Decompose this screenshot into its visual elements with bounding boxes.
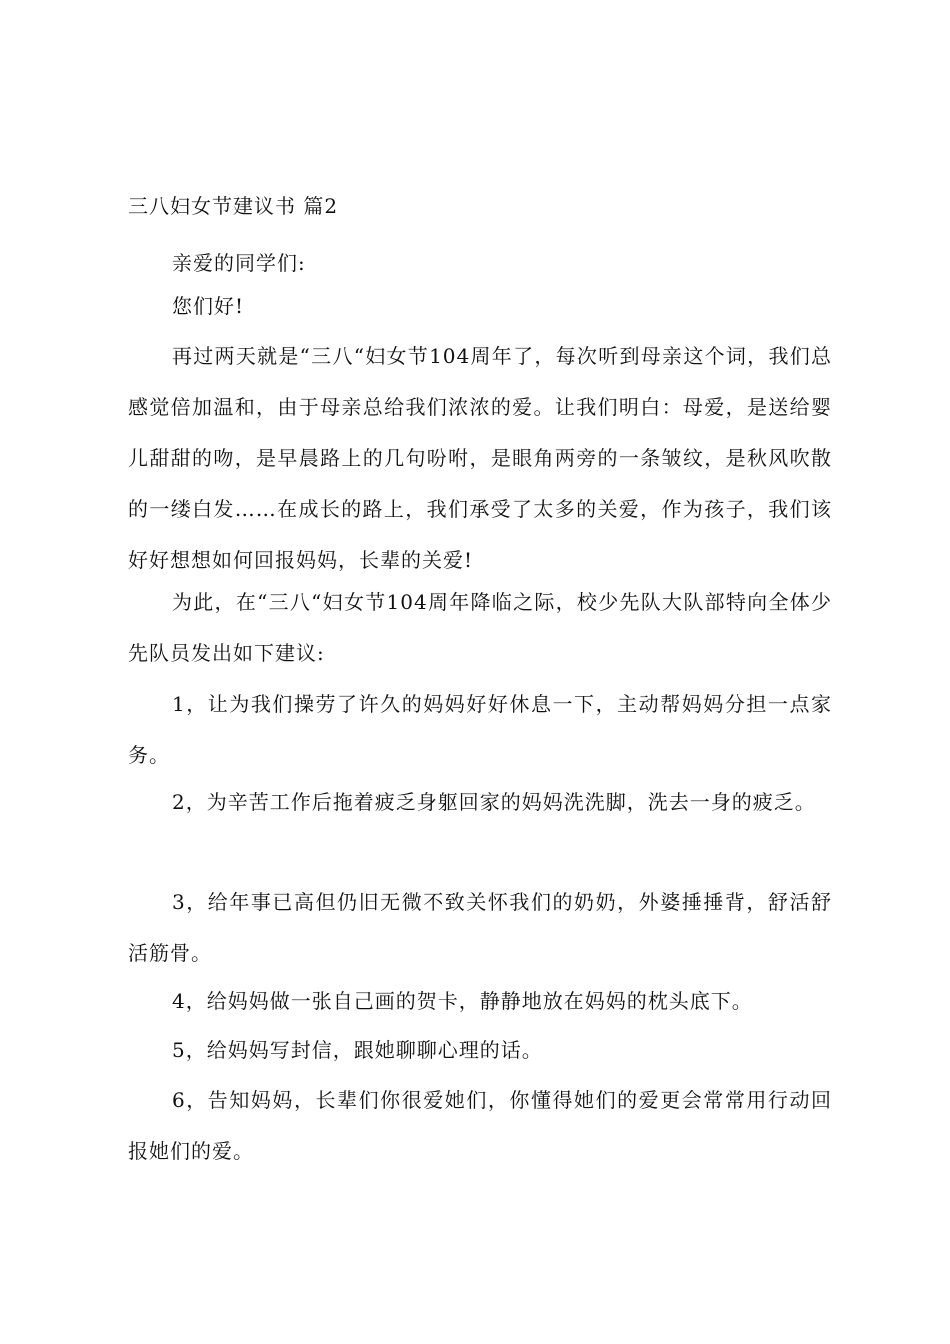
body-paragraph-2: 为此，在“三八“妇女节104周年降临之际，校少先队大队部特向全体少先队员发出如下建议: xyxy=(128,590,832,665)
hello-paragraph: 您们好! xyxy=(172,294,245,318)
suggestion-item-4: 4，给妈妈做一张自己画的贺卡，静静地放在妈妈的枕头底下。 xyxy=(172,989,753,1013)
suggestion-item-2: 2，为辛苦工作后拖着疲乏身躯回家的妈妈洗洗脚，洗去一身的疲乏。 xyxy=(172,790,816,814)
suggestion-item-1: 1，让为我们操劳了许久的妈妈好好休息一下，主动帮妈妈分担一点家务。 xyxy=(128,692,832,767)
suggestion-item-3: 3，给年事已高但仍旧无微不致关怀我们的奶奶，外婆捶捶背，舒活舒活筋骨。 xyxy=(128,890,832,965)
greeting-paragraph: 亲爱的同学们: xyxy=(172,251,306,275)
document-title: 三八妇女节建议书 篇2 xyxy=(128,194,339,218)
suggestion-item-6: 6，告知妈妈，长辈们你很爱她们，你懂得她们的爱更会常常用行动回报她们的爱。 xyxy=(128,1088,832,1163)
body-paragraph-1: 再过两天就是“三八“妇女节104周年了，每次听到母亲这个词，我们总感觉倍加温和，由于母亲总给我们浓浓的爱。让我们明白：母爱，是送给婴儿甜甜的吻，是早晨路上的几句吩咐，是眼角两旁的一条皱纹，是秋风吹散的一缕白发……在成长的路上，我们承受了太多的关爱，作为孩子，我们该好好想想如何回报妈妈，长辈的关爱! xyxy=(128,344,832,572)
suggestion-item-5: 5，给妈妈写封信，跟她聊聊心理的话。 xyxy=(172,1038,543,1062)
